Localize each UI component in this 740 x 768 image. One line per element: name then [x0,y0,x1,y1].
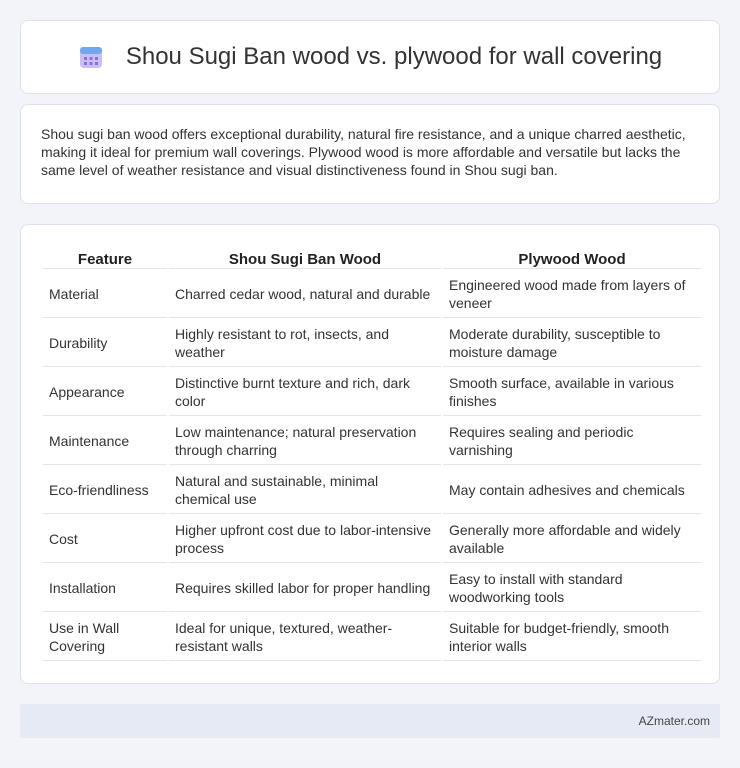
title-card [20,20,720,94]
comparison-table [41,245,703,663]
feature-cell: Durability [43,320,167,367]
calendar-icon [78,44,104,70]
feature-cell: Eco-friendliness [43,467,167,514]
plywood-cell: Easy to install with standard woodworking tools [443,565,701,612]
shou-sugi-ban-cell: Natural and sustainable, minimal chemical use [169,467,441,514]
intro-card [20,104,720,204]
table-row [43,418,701,465]
table-row [43,369,701,416]
feature-cell: Maintenance [43,418,167,465]
plywood-cell: Moderate durability, susceptible to moisture damage [443,320,701,367]
shou-sugi-ban-cell: Highly resistant to rot, insects, and weather [169,320,441,367]
plywood-cell: Requires sealing and periodic varnishing [443,418,701,465]
plywood-cell: Engineered wood made from layers of veneer [443,271,701,318]
feature-cell: Installation [43,565,167,612]
page-title: Shou Sugi Ban wood vs. plywood for wall covering [125,43,663,70]
source-credit: AZmater.com [638,714,710,728]
table-row [43,614,701,661]
comparison-card [20,224,720,684]
shou-sugi-ban-cell: Charred cedar wood, natural and durable [169,271,441,318]
table-row [43,516,701,563]
header-feature: Feature [43,247,167,269]
plywood-cell: Suitable for budget-friendly, smooth interior walls [443,614,701,661]
feature-cell: Material [43,271,167,318]
shou-sugi-ban-cell: Requires skilled labor for proper handling [169,565,441,612]
table-row [43,565,701,612]
footer [20,704,720,738]
table-row [43,320,701,367]
feature-cell: Use in Wall Covering [43,614,167,661]
plywood-cell: Smooth surface, available in various finishes [443,369,701,416]
shou-sugi-ban-cell: Low maintenance; natural preservation through charring [169,418,441,465]
plywood-cell: May contain adhesives and chemicals [443,467,701,514]
header-shou-sugi-ban: Shou Sugi Ban Wood [169,247,441,269]
shou-sugi-ban-cell: Ideal for unique, textured, weather-resistant walls [169,614,441,661]
table-header-row [43,247,701,269]
plywood-cell: Generally more affordable and widely available [443,516,701,563]
intro-text: Shou sugi ban wood offers exceptional durability, natural fire resistance, and a unique charred aesthetic, making it ideal for premium wall coverings. Plywood wood is more affordable and versatile but lacks the same level of weather resistance and visual distinctiveness found in Shou sugi ban. [41,126,686,178]
table-row [43,467,701,514]
header-plywood: Plywood Wood [443,247,701,269]
feature-cell: Cost [43,516,167,563]
shou-sugi-ban-cell: Distinctive burnt texture and rich, dark color [169,369,441,416]
shou-sugi-ban-cell: Higher upfront cost due to labor-intensive process [169,516,441,563]
feature-cell: Appearance [43,369,167,416]
table-row [43,271,701,318]
